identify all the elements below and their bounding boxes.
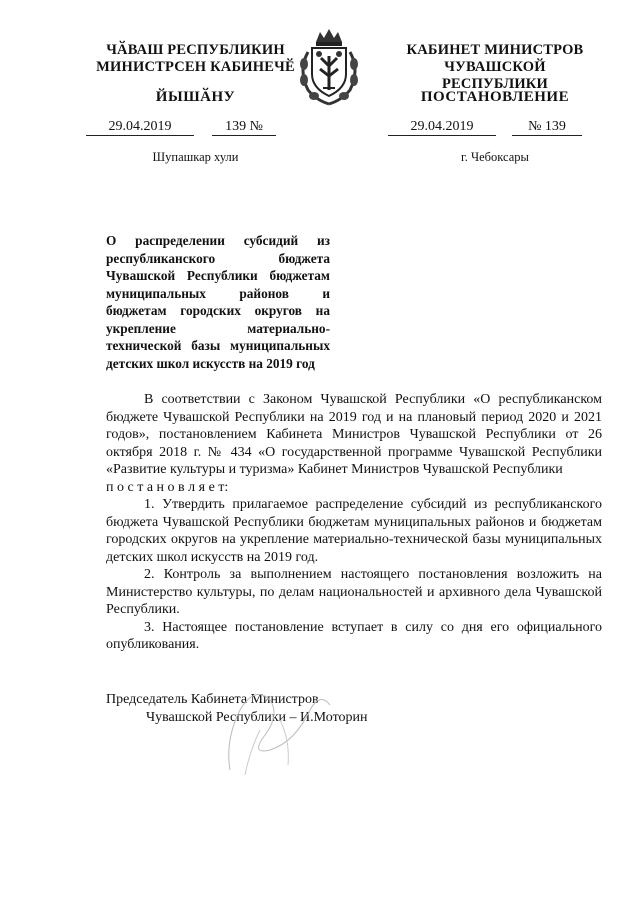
header-right-line2: ЧУВАШСКОЙ РЕСПУБЛИКИ	[441, 59, 549, 92]
header-right-doc-type: ПОСТАНОВЛЕНИЕ	[420, 89, 570, 105]
header-left-org	[88, 42, 303, 76]
handwritten-signature	[210, 680, 360, 780]
header-right-place: г. Чебоксары	[461, 150, 529, 164]
header-right-org	[390, 42, 600, 93]
signature-line1: Председатель Кабинета Министров	[106, 692, 319, 707]
preamble-paragraph: В соответствии с Законом Чувашской Республики «О республиканском бюджете Чувашской Республики на 2019 год и на плановый период 2020 и 2021 годов», постановлением Кабинета Министров Чувашской Республики от 26 октября 2018 г. № 434 «О государственной программе Чувашской Республики «Развитие культуры и туризма» Кабинет Министров Чувашской Республики	[106, 392, 602, 477]
header-left-line1: ЧӐВАШ РЕСПУБЛИКИН	[106, 42, 285, 58]
document-subject: О распределении субсидий из республиканского бюджета Чувашской Республики бюджетам муниципальных районов и бюджетам городских округов на укрепление материально-технической базы муниципальных детских школ искусств на 2019 год	[106, 233, 330, 371]
header-right-number: № 139	[512, 119, 582, 136]
header-right-date: 29.04.2019	[388, 119, 496, 136]
signature-line2: Чувашской Республики – И.Моторин	[146, 710, 368, 725]
decree-word: п о с т а н о в л я е т:	[106, 479, 229, 495]
header-left-line2: МИНИСТРСЕН КАБИНЕЧӖ	[96, 59, 295, 75]
item-2-paragraph: 2. Контроль за выполнением настоящего постановления возложить на Министерство культуры, по делам национальностей и архивного дела Чувашской Республики.	[106, 567, 602, 617]
header-left-place: Шупашкар хули	[152, 150, 239, 164]
chuvash-coat-of-arms-icon	[294, 26, 364, 108]
header-left-doc-type: ЙЫШӐНУ	[155, 89, 236, 105]
header-right-line1: КАБИНЕТ МИНИСТРОВ	[406, 42, 584, 58]
item-1-paragraph: 1. Утвердить прилагаемое распределение субсидий из республиканского бюджета Чувашской Республики бюджетам муниципальных районов и бюджетам городских округов на укрепление материально-технической базы муниципальных детских школ искусств на 2019 год.	[106, 497, 602, 565]
document-body	[106, 391, 602, 654]
item-3-paragraph: 3. Настоящее постановление вступает в силу со дня его официального опубликования.	[106, 619, 602, 652]
header-left-number: 139 №	[212, 119, 276, 136]
header-left-date: 29.04.2019	[86, 119, 194, 136]
